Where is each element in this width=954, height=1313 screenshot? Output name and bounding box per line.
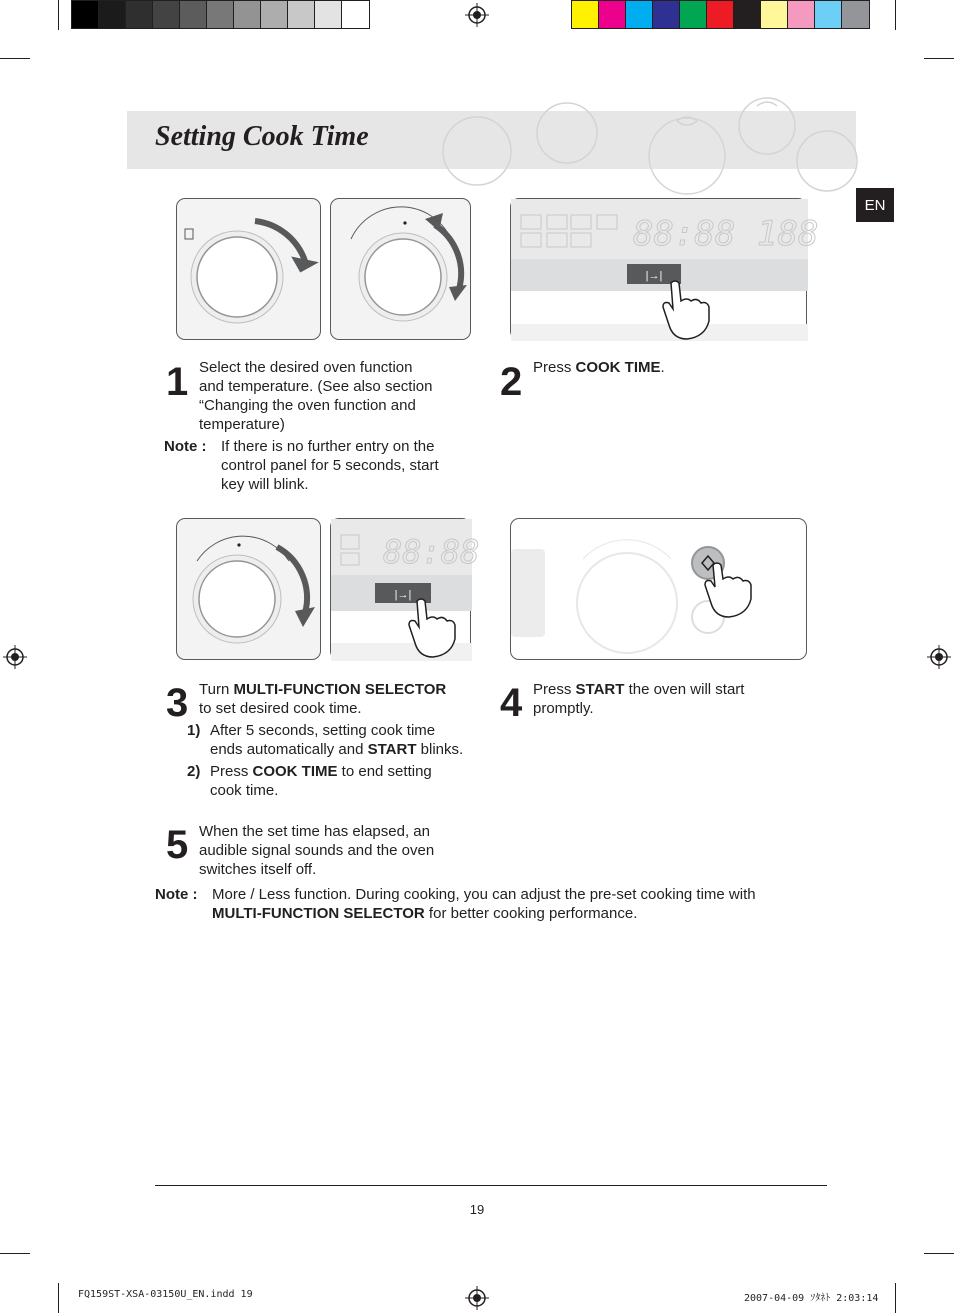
crop-mark bbox=[924, 1253, 954, 1254]
crop-mark bbox=[0, 58, 30, 59]
cook-time-key-symbol: |→| bbox=[645, 270, 663, 282]
crop-mark bbox=[895, 0, 896, 30]
text-line: audible signal sounds and the oven bbox=[199, 842, 435, 859]
start-button-illustration bbox=[510, 518, 807, 660]
key-name: START bbox=[575, 681, 625, 698]
knob-illustration-3 bbox=[176, 518, 321, 660]
registration-mark-icon bbox=[3, 645, 27, 669]
sub-step-marker bbox=[187, 721, 200, 740]
text-span: Press bbox=[533, 681, 576, 698]
registration-mark-icon bbox=[465, 3, 489, 27]
text-span: Press bbox=[210, 763, 253, 780]
crop-mark bbox=[58, 1283, 59, 1313]
text-span: the oven will start bbox=[624, 681, 745, 698]
crop-mark bbox=[924, 58, 954, 59]
key-name: MULTI-FUNCTION SELECTOR bbox=[233, 681, 447, 698]
text-span: Press bbox=[533, 359, 576, 376]
text-span: for better cooking performance. bbox=[424, 905, 638, 922]
step-1-note bbox=[221, 437, 481, 494]
key-name: COOK TIME bbox=[575, 359, 661, 376]
text-line: Select the desired oven function bbox=[199, 359, 413, 376]
text-span: ends automatically and bbox=[210, 741, 368, 758]
sub-step-2-text bbox=[210, 762, 500, 800]
knob-illustration-1 bbox=[176, 198, 321, 340]
text-line: and temperature. (See also section bbox=[199, 378, 433, 395]
digital-time-display: 88:88 bbox=[383, 533, 480, 571]
text-line bbox=[533, 680, 823, 699]
registration-mark-icon bbox=[927, 645, 951, 669]
registration-mark-icon bbox=[465, 1286, 489, 1310]
step-3-text bbox=[199, 680, 489, 718]
text-line: When the set time has elapsed, an bbox=[199, 823, 430, 840]
key-name: MULTI-FUNCTION SELECTOR bbox=[212, 905, 425, 922]
text-line: control panel for 5 seconds, start bbox=[221, 457, 439, 474]
color-swatch bbox=[234, 1, 261, 28]
digital-temperature-display: 188 bbox=[757, 214, 819, 254]
process-color-bar bbox=[571, 0, 870, 29]
section-header bbox=[127, 111, 856, 169]
color-swatch bbox=[180, 1, 207, 28]
sub-step-marker-text: 1) bbox=[187, 722, 201, 739]
language-tab: EN bbox=[856, 188, 894, 222]
bottom-note-text bbox=[212, 885, 832, 923]
text-span: blinks. bbox=[416, 741, 464, 758]
color-swatch bbox=[626, 1, 653, 28]
slug-timestamp: 2007-04-09 ｿﾀﾈﾄ 2:03:14 bbox=[744, 1293, 879, 1304]
color-swatch bbox=[99, 1, 126, 28]
step-1-text bbox=[199, 358, 469, 434]
text-line bbox=[199, 680, 489, 699]
step-5-text bbox=[199, 822, 489, 879]
crop-mark bbox=[895, 1283, 896, 1313]
step-4-text bbox=[533, 680, 823, 718]
text-line: promptly. bbox=[533, 700, 594, 717]
page-title: Setting Cook Time bbox=[155, 121, 369, 152]
color-swatch bbox=[788, 1, 815, 28]
text-line: If there is no further entry on the bbox=[221, 438, 435, 455]
step-number: 4 bbox=[500, 681, 523, 725]
control-panel-illustration-small bbox=[330, 518, 480, 660]
step-number: 2 bbox=[500, 360, 523, 404]
note-label: Note : bbox=[164, 438, 207, 455]
text-line: temperature) bbox=[199, 416, 285, 433]
color-swatch bbox=[842, 1, 869, 28]
key-name: START bbox=[367, 741, 417, 758]
text-span: Turn bbox=[199, 681, 234, 698]
cook-time-key-symbol: |→| bbox=[394, 589, 412, 601]
color-swatch bbox=[680, 1, 707, 28]
step-number: 5 bbox=[166, 823, 189, 867]
step-number: 1 bbox=[166, 360, 189, 404]
text-line bbox=[212, 904, 832, 923]
text-span: to end setting bbox=[337, 763, 432, 780]
color-swatch bbox=[315, 1, 342, 28]
text-line: switches itself off. bbox=[199, 861, 317, 878]
footer-rule bbox=[155, 1185, 827, 1186]
knob-illustration-2 bbox=[330, 198, 471, 340]
color-swatch bbox=[599, 1, 626, 28]
color-swatch bbox=[261, 1, 288, 28]
color-swatch bbox=[761, 1, 788, 28]
digital-time-display: 88:88 bbox=[633, 214, 736, 254]
color-swatch bbox=[288, 1, 315, 28]
color-swatch bbox=[572, 1, 599, 28]
key-name: COOK TIME bbox=[252, 763, 338, 780]
step-number: 3 bbox=[166, 681, 189, 725]
crop-mark bbox=[0, 1253, 30, 1254]
crop-mark bbox=[58, 0, 59, 30]
color-swatch bbox=[207, 1, 234, 28]
color-swatch bbox=[342, 1, 369, 28]
text-line: to set desired cook time. bbox=[199, 700, 362, 717]
text-line: key will blink. bbox=[221, 476, 309, 493]
text-line: cook time. bbox=[210, 782, 279, 799]
color-swatch bbox=[72, 1, 99, 28]
sub-step-marker bbox=[187, 762, 200, 781]
color-swatch bbox=[734, 1, 761, 28]
step-2-text bbox=[533, 358, 813, 377]
text-line: More / Less function. During cooking, you can adjust the pre-set cooking time with bbox=[212, 886, 756, 903]
text-line: “Changing the oven function and bbox=[199, 397, 416, 414]
color-swatch bbox=[707, 1, 734, 28]
color-swatch bbox=[815, 1, 842, 28]
control-panel-illustration bbox=[510, 198, 819, 340]
sub-step-1-text bbox=[210, 721, 500, 759]
text-line: After 5 seconds, setting cook time bbox=[210, 722, 436, 739]
color-swatch bbox=[653, 1, 680, 28]
color-swatch bbox=[126, 1, 153, 28]
note-label: Note : bbox=[155, 886, 198, 903]
text-span: . bbox=[660, 359, 665, 376]
text-line bbox=[210, 762, 500, 781]
grayscale-color-bar bbox=[71, 0, 370, 29]
slug-filename: FQ159ST-XSA-03150U_EN.indd 19 bbox=[78, 1289, 253, 1300]
color-swatch bbox=[153, 1, 180, 28]
sub-step-marker-text: 2) bbox=[187, 763, 201, 780]
text-line bbox=[210, 740, 500, 759]
page-number: 19 bbox=[469, 1202, 485, 1217]
